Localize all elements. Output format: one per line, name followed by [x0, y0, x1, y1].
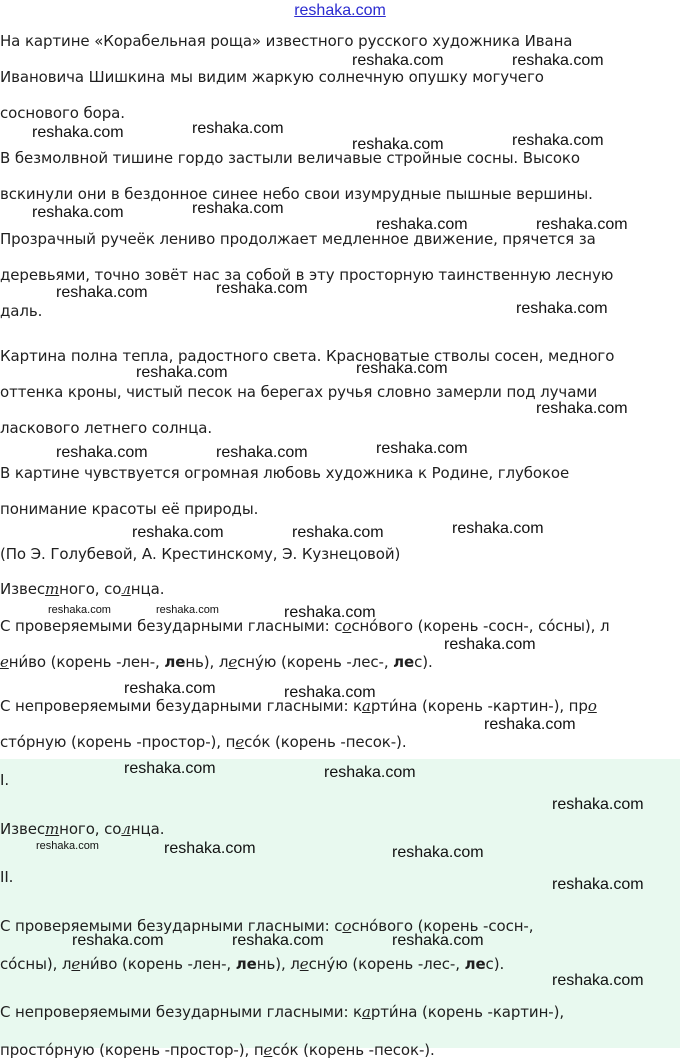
text: нь), л	[256, 955, 300, 973]
watermark: reshaka.com	[36, 840, 99, 852]
roman-numeral: II.	[0, 868, 14, 886]
text: со́сны), л	[0, 955, 72, 973]
watermark: reshaka.com	[324, 764, 416, 781]
text: ни́во (корень -лен-,	[8, 653, 165, 671]
roman-numeral: I.	[0, 771, 9, 789]
text: сно́вого (корень -сосн-,	[351, 917, 534, 935]
watermark: reshaka.com	[392, 932, 484, 949]
watermark: reshaka.com	[444, 636, 536, 653]
essay-line: Картина полна тепла, радостного света. Красноватые стволы сосен, медного	[0, 347, 615, 365]
watermark: reshaka.com	[132, 524, 224, 541]
task-words-line	[0, 580, 164, 598]
watermark: reshaka.com	[552, 876, 644, 893]
watermark: reshaka.com	[56, 284, 148, 301]
essay-line: деревьями, точно зовёт нас за собой в эту просторную таинственную лесную	[0, 266, 614, 284]
watermark: reshaka.com	[284, 604, 376, 621]
watermark: reshaka.com	[552, 796, 644, 813]
text: ле	[393, 653, 415, 671]
highlighted-letter: л	[121, 820, 131, 838]
essay-line: даль.	[0, 302, 43, 320]
text: сто́рную (корень -простор-), п	[0, 733, 236, 751]
watermark: reshaka.com	[284, 684, 376, 701]
text: ного, со	[59, 580, 122, 598]
watermark: reshaka.com	[56, 444, 148, 461]
text: сну́ю (корень -лес-,	[308, 955, 465, 973]
text: Извес	[0, 820, 46, 838]
highlighted-letter: о	[342, 917, 352, 935]
text: С проверяемыми безударными гласными: с	[0, 617, 343, 635]
answer-unchecked-line-2	[0, 1041, 435, 1059]
essay-line: понимание красоты её природы.	[0, 500, 259, 518]
watermark: reshaka.com	[484, 716, 576, 733]
text: ного, со	[59, 820, 122, 838]
watermark: reshaka.com	[376, 216, 468, 233]
highlighted-letter: л	[121, 580, 131, 598]
checked-vowels-line-2	[0, 653, 433, 671]
unchecked-vowels-line-2	[0, 733, 406, 751]
text: С непроверяемыми безударными гласными: к	[0, 1003, 363, 1021]
watermark: reshaka.com	[356, 360, 448, 377]
text: Извес	[0, 580, 46, 598]
source-line: (По Э. Голубевой, А. Крестинскому, Э. Кузнецовой)	[0, 545, 401, 563]
watermark: reshaka.com	[164, 840, 256, 857]
essay-line: В картине чувствуется огромная любовь художника к Родине, глубокое	[0, 464, 570, 482]
site-link[interactable]: reshaka.com	[294, 2, 386, 19]
watermark: reshaka.com	[452, 520, 544, 537]
watermark: reshaka.com	[352, 136, 444, 153]
text: со́к (корень -песок-).	[244, 733, 407, 751]
highlighted-letter: е	[235, 733, 245, 751]
watermark: reshaka.com	[216, 444, 308, 461]
highlighted-letter: е	[299, 955, 309, 973]
text: сно́вого (корень -сосн-, со́сны), л	[351, 617, 610, 635]
highlighted-letter: а	[362, 697, 371, 715]
text: С проверяемыми безударными гласными: с	[0, 917, 343, 935]
watermark: reshaka.com	[516, 300, 608, 317]
watermark: reshaka.com	[512, 52, 604, 69]
watermark: reshaka.com	[124, 760, 216, 777]
watermark: reshaka.com	[192, 200, 284, 217]
highlighted-letter: е	[0, 653, 9, 671]
watermark: reshaka.com	[552, 972, 644, 989]
watermark: reshaka.com	[536, 216, 628, 233]
highlighted-letter: о	[587, 697, 597, 715]
highlighted-letter: а	[362, 1003, 371, 1021]
text: ле	[235, 955, 257, 973]
watermark: reshaka.com	[32, 124, 124, 141]
essay-line: Ивановича Шишкина мы видим жаркую солнечную опушку могучего	[0, 68, 544, 86]
watermark: reshaka.com	[136, 364, 228, 381]
watermark: reshaka.com	[512, 132, 604, 149]
highlighted-letter: е	[263, 1041, 273, 1059]
essay-line: вскинули они в бездонное синее небо свои изумрудные пышные вершины.	[0, 185, 593, 203]
essay-line: Прозрачный ручеёк лениво продолжает медленное движение, прячется за	[0, 230, 596, 248]
watermark: reshaka.com	[536, 400, 628, 417]
watermark: reshaka.com	[32, 204, 124, 221]
text: рти́на (корень -картин-),	[370, 1003, 565, 1021]
text: ле	[164, 653, 186, 671]
answer-unchecked-line	[0, 1003, 564, 1021]
text: сну́ю (корень -лес-,	[237, 653, 394, 671]
answer-words-line	[0, 820, 164, 838]
text: ни́во (корень -лен-,	[80, 955, 236, 973]
highlighted-letter: е	[228, 653, 238, 671]
watermark: reshaka.com	[156, 604, 219, 616]
text: со́к (корень -песок-).	[272, 1041, 435, 1059]
watermark: reshaka.com	[232, 932, 324, 949]
text: нца.	[130, 580, 165, 598]
text: нца.	[130, 820, 165, 838]
watermark: reshaka.com	[392, 844, 484, 861]
essay-line: В безмолвной тишине гордо застыли величавые стройные сосны. Высоко	[0, 149, 580, 167]
essay-line: На картине «Корабельная роща» известного русского художника Ивана	[0, 32, 573, 50]
watermark: reshaka.com	[48, 604, 111, 616]
essay-line: оттенка кроны, чистый песок на берегах ручья словно замерли под лучами	[0, 383, 598, 401]
answer-checked-line-2	[0, 955, 504, 973]
text: ле	[464, 955, 486, 973]
text: С непроверяемыми безударными гласными: к	[0, 697, 363, 715]
highlighted-letter: т	[45, 820, 60, 838]
text: с).	[414, 653, 433, 671]
watermark: reshaka.com	[124, 680, 216, 697]
watermark: reshaka.com	[72, 932, 164, 949]
highlighted-letter: е	[71, 955, 81, 973]
highlighted-letter: о	[342, 617, 352, 635]
highlighted-letter: т	[45, 580, 60, 598]
text: нь), л	[185, 653, 229, 671]
essay-line: ласкового летнего солнца.	[0, 419, 213, 437]
watermark: reshaka.com	[292, 524, 384, 541]
watermark: reshaka.com	[216, 280, 308, 297]
essay-line: соснового бора.	[0, 104, 125, 122]
text: с).	[485, 955, 505, 973]
text: просто́рную (корень -простор-), п	[0, 1041, 264, 1059]
watermark: reshaka.com	[376, 440, 468, 457]
text: рти́на (корень -картин-), пр	[370, 697, 588, 715]
watermark: reshaka.com	[192, 120, 284, 137]
watermark: reshaka.com	[352, 52, 444, 69]
